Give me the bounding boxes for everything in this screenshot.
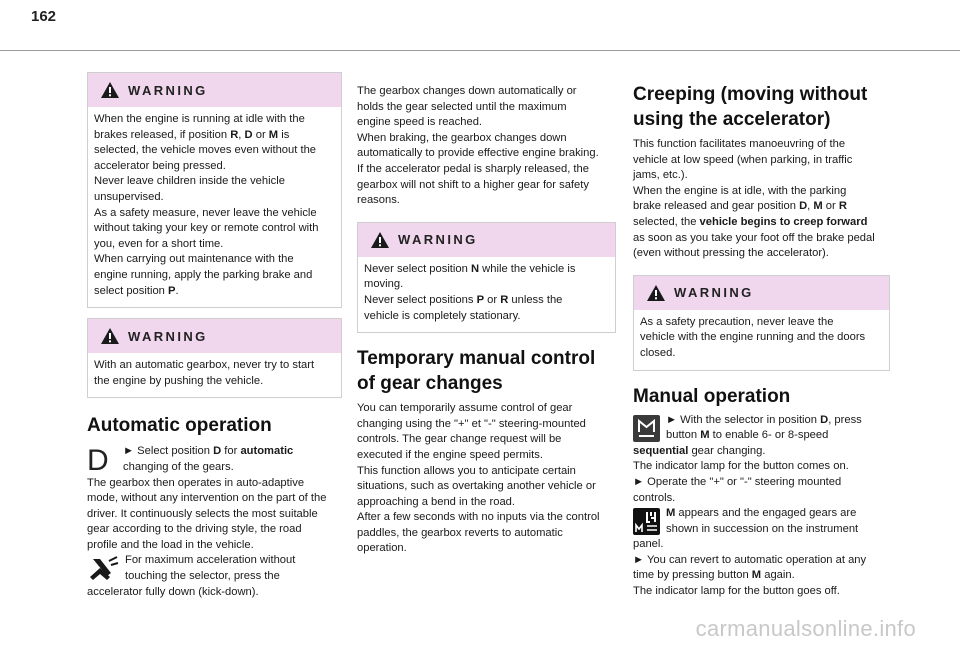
gear-d-icon: D bbox=[87, 444, 109, 478]
creeping-text bbox=[633, 137, 890, 262]
text-line: approaching a bend in the road. bbox=[357, 495, 515, 508]
text-line: As a safety precaution, never leave the bbox=[640, 315, 834, 328]
m-button-icon bbox=[633, 415, 660, 442]
warning-title: WARNING bbox=[398, 232, 478, 248]
text-line: ► Operate the "+" or "-" steering mounted bbox=[633, 475, 842, 488]
section-title-temporary-manual bbox=[357, 346, 616, 396]
warning-title: WARNING bbox=[128, 82, 208, 98]
text-line: executed if the engine speed permits. bbox=[357, 448, 543, 461]
text-line: The gearbox then operates in auto-adaptive bbox=[87, 476, 305, 489]
text-line: brakes released, if position R, D or M is bbox=[94, 128, 290, 141]
text-line: The indicator lamp for the button comes on. bbox=[633, 460, 849, 473]
text-line: When carrying out maintenance with the bbox=[94, 253, 294, 266]
text-line: ► Select position D for automatic bbox=[123, 445, 294, 458]
text-line: The indicator lamp for the button goes off. bbox=[633, 585, 840, 598]
text-line: the engine by pushing the vehicle. bbox=[94, 374, 264, 387]
text-line: profile and the load in the vehicle. bbox=[87, 538, 254, 551]
instrument-panel-paragraph bbox=[633, 506, 890, 537]
text-line: moving. bbox=[364, 278, 404, 291]
warning-title: WARNING bbox=[128, 328, 208, 344]
warning-body bbox=[88, 107, 341, 307]
warning-triangle-icon bbox=[100, 327, 120, 345]
warning-header bbox=[88, 319, 341, 353]
warning-body bbox=[358, 257, 615, 332]
text-line: When the engine is at idle, with the parking bbox=[633, 184, 847, 197]
text-line: holds the gear selected until the maximum bbox=[357, 100, 567, 113]
section-title-manual-operation: Manual operation bbox=[633, 385, 791, 407]
text-line: vehicle at low speed (when parking, in traffic bbox=[633, 153, 853, 166]
text-line: you, even for a short time. bbox=[94, 237, 224, 250]
title-line: using the accelerator) bbox=[633, 109, 831, 130]
text-line: Never leave children inside the vehicle bbox=[94, 175, 285, 188]
column-3 bbox=[633, 72, 890, 600]
text-line: paddles, the gearbox reverts to automatic bbox=[357, 526, 563, 539]
automatic-select-paragraph bbox=[87, 444, 342, 478]
text-line: button M to enable 6- or 8-speed bbox=[666, 429, 829, 442]
text-line: Never select positions P or R unless the bbox=[364, 293, 563, 306]
text-line: shown in succession on the instrument bbox=[666, 522, 859, 535]
text-line: As a safety measure, never leave the vehicle bbox=[94, 206, 317, 219]
warning-header bbox=[88, 73, 341, 107]
text-line: This function facilitates manoeuvring of the bbox=[633, 138, 846, 150]
text-line: closed. bbox=[640, 346, 676, 359]
text-line: After a few seconds with no inputs via the control bbox=[357, 511, 600, 524]
warning-box-push-start bbox=[87, 318, 342, 398]
text-line: time by pressing button M again. bbox=[633, 569, 795, 582]
text-line: vehicle with the engine running and the doors bbox=[640, 331, 866, 344]
column-2 bbox=[357, 72, 616, 557]
text-line: gearbox will not shift to a higher gear for safety bbox=[357, 178, 589, 191]
manual-button-paragraph bbox=[633, 413, 890, 444]
text-line: The gearbox changes down automatically or bbox=[357, 85, 577, 97]
warning-header bbox=[634, 276, 889, 310]
warning-triangle-icon bbox=[370, 231, 390, 249]
text-line: without taking your key or remote control with bbox=[94, 222, 319, 235]
title-line: of gear changes bbox=[357, 373, 503, 395]
text-line: You can temporarily assume control of gear bbox=[357, 402, 573, 415]
watermark: carmanualsonline.info bbox=[695, 616, 916, 641]
warning-triangle-icon bbox=[100, 81, 120, 99]
warning-title: WARNING bbox=[674, 285, 754, 301]
warning-box-doors bbox=[633, 275, 890, 371]
text-line: unsupervised. bbox=[94, 190, 164, 203]
text-line: This function allows you to anticipate certain bbox=[357, 464, 576, 477]
text-line: changing of the gears. bbox=[123, 460, 234, 473]
section-title-creeping bbox=[633, 82, 890, 132]
text-line: situations, such as overtaking another vehicle or bbox=[357, 480, 596, 493]
text-line: operation. bbox=[357, 542, 407, 555]
text-line: mode, without any intervention on the part of the bbox=[87, 492, 327, 505]
text-line: (even without pressing the accelerator). bbox=[633, 247, 829, 260]
page-number: 162 bbox=[31, 8, 57, 25]
title-line: Temporary manual control bbox=[357, 348, 596, 370]
text-line: Never select position N while the vehicle is bbox=[364, 262, 576, 275]
text-line: engine speed is reached. bbox=[357, 116, 483, 129]
text-line: When the engine is running at idle with the bbox=[94, 113, 305, 125]
temporary-manual-text bbox=[357, 401, 616, 557]
warning-box-engine-idle bbox=[87, 72, 342, 308]
text-line: controls. The gear change request will be bbox=[357, 433, 562, 446]
text-line: controls. bbox=[633, 491, 676, 504]
warning-triangle-icon bbox=[646, 284, 666, 302]
text-line: gear according to the driving style, the road bbox=[87, 523, 302, 536]
text-line: changing using the "+" et "-" steering-mounted bbox=[357, 417, 586, 430]
text-line: reasons. bbox=[357, 194, 400, 207]
text-line: brake released and gear position D, M or R bbox=[633, 200, 847, 213]
text-line: selected, the vehicle moves even without the bbox=[94, 144, 317, 157]
text-line: panel. bbox=[633, 538, 664, 551]
title-line: Creeping (moving without bbox=[633, 84, 868, 105]
text-line: If the accelerator pedal is sharply released, the bbox=[357, 162, 589, 175]
gearbox-intro bbox=[357, 84, 616, 209]
section-title-automatic-operation: Automatic operation bbox=[87, 415, 272, 437]
warning-body bbox=[634, 310, 889, 370]
text-line: as soon as you take your foot off the brake pedal bbox=[633, 231, 875, 244]
text-line: automatically to provide effective engine braking. bbox=[357, 147, 599, 160]
text-line: jams, etc.). bbox=[633, 169, 688, 182]
text-line: ► With the selector in position D, press bbox=[666, 413, 862, 426]
text-line: touching the selector, press the bbox=[125, 570, 280, 583]
text-line: For maximum acceleration without bbox=[125, 554, 296, 567]
text-line: accelerator being pressed. bbox=[94, 159, 226, 172]
text-line: With an automatic gearbox, never try to start bbox=[94, 359, 315, 372]
kickdown-paragraph bbox=[87, 553, 342, 585]
warning-header bbox=[358, 223, 615, 257]
text-line: vehicle is completely stationary. bbox=[364, 309, 521, 322]
text-line: M appears and the engaged gears are bbox=[666, 507, 857, 520]
text-line: selected, the vehicle begins to creep forward bbox=[633, 215, 868, 228]
column-1 bbox=[87, 72, 342, 601]
warning-body bbox=[88, 353, 341, 397]
kickdown-pedal-icon bbox=[87, 555, 119, 585]
instrument-panel-m-icon bbox=[633, 508, 660, 535]
text-line: select position P. bbox=[94, 284, 179, 297]
warning-box-neutral bbox=[357, 222, 616, 333]
text-line: ► You can revert to automatic operation at any bbox=[633, 553, 867, 566]
header-rule bbox=[0, 50, 960, 51]
text-line: engine running, apply the parking brake and bbox=[94, 268, 313, 281]
text-line: When braking, the gearbox changes down bbox=[357, 131, 567, 144]
text-line: driver. It continuously selects the most suitable bbox=[87, 507, 318, 520]
text-line: accelerator fully down (kick-down). bbox=[87, 586, 259, 599]
text-line: sequential gear changing. bbox=[633, 444, 766, 457]
